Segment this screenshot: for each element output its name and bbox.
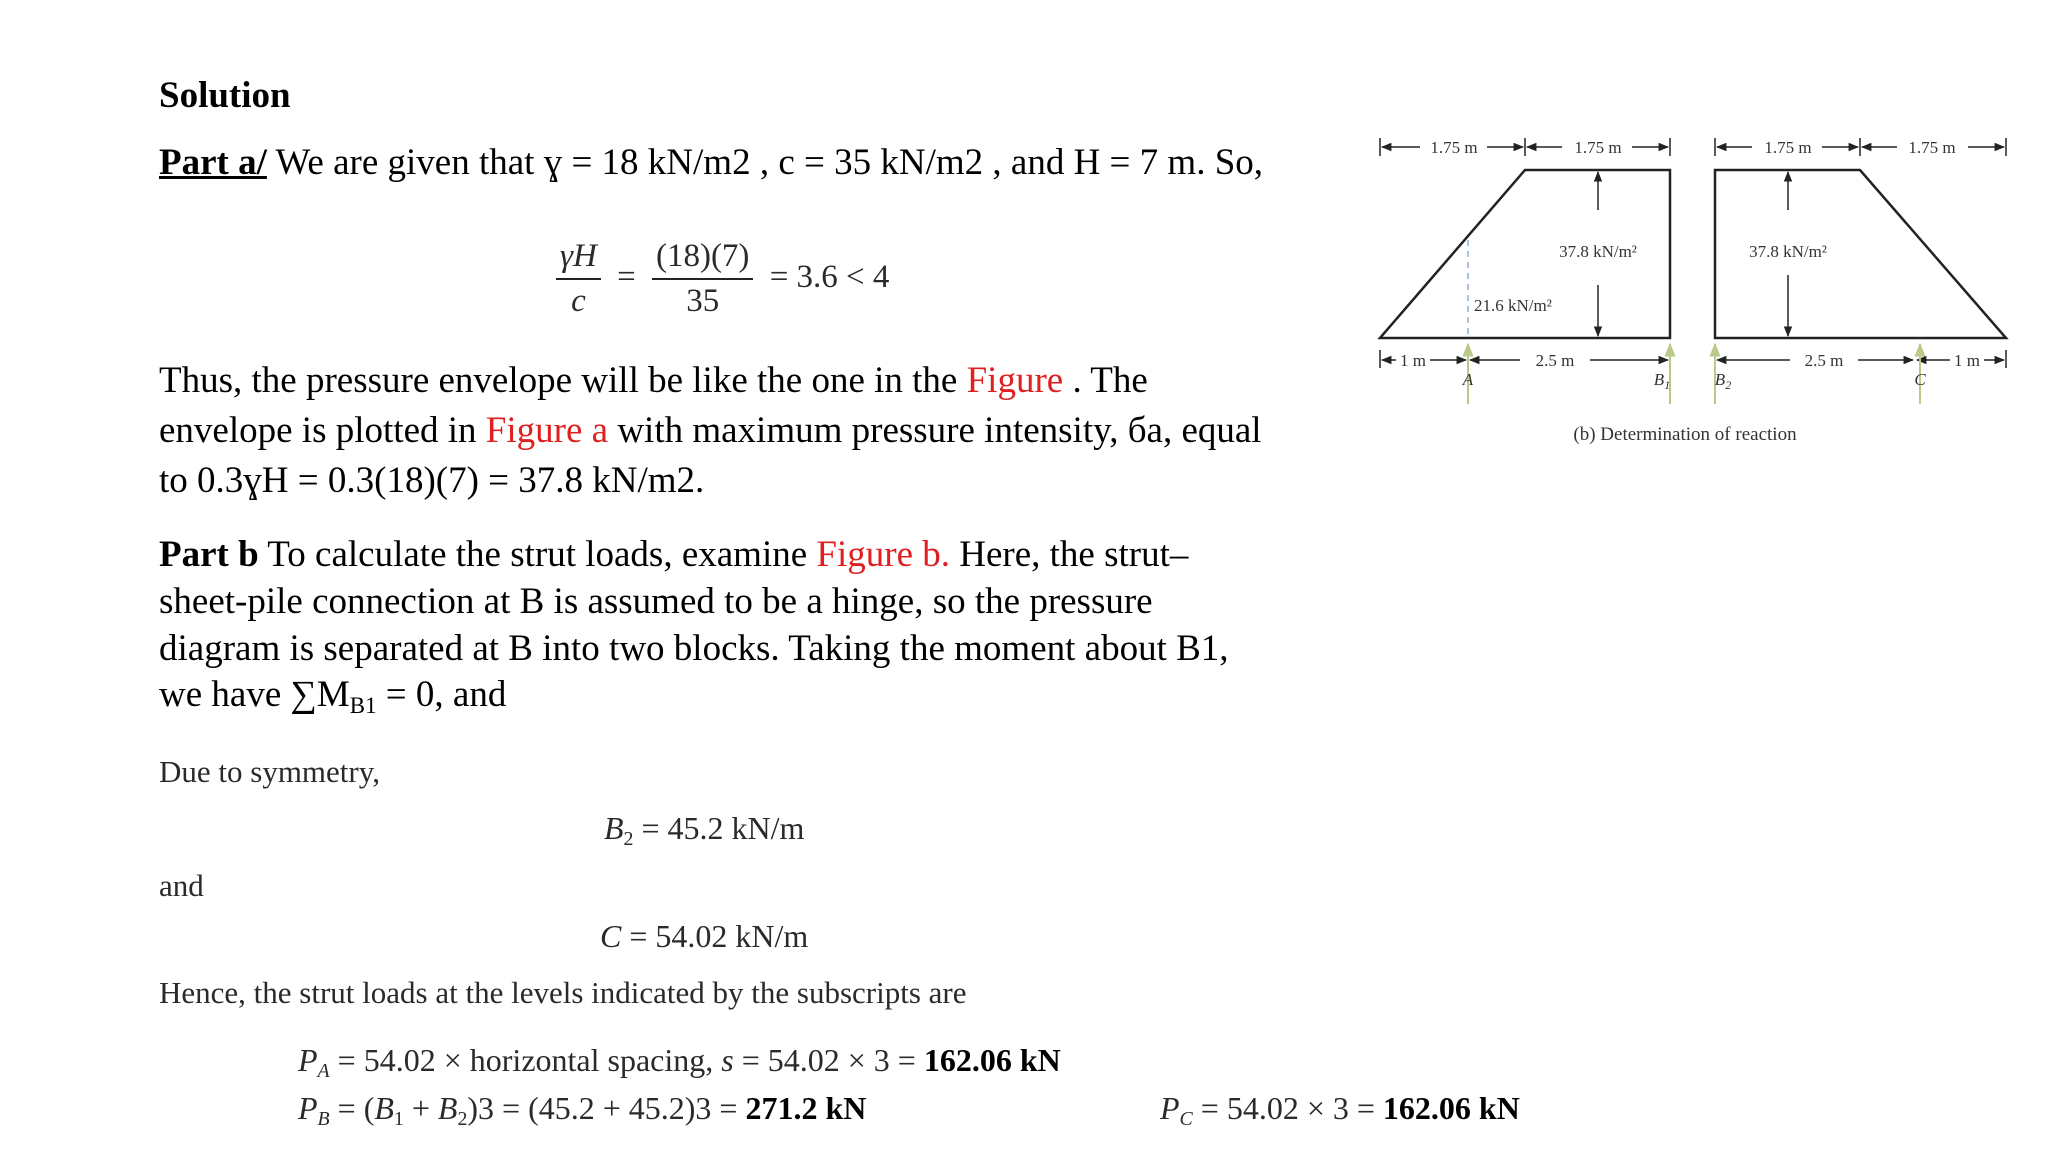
- pressure-envelope-line-2: [159, 409, 1262, 453]
- equation-text: +: [403, 1090, 438, 1126]
- paragraph-text: with maximum pressure intensity, бa, equal: [608, 410, 1262, 451]
- paragraph-text: . The: [1063, 360, 1148, 401]
- subscript: A: [317, 1059, 330, 1082]
- point-b1-label: $B_1$: [1653, 370, 1671, 392]
- fraction-numeric: [652, 238, 753, 320]
- fraction-numeric-numerator: (18)(7): [652, 238, 753, 280]
- variable: P: [1160, 1090, 1180, 1126]
- subscript: 2: [623, 827, 634, 850]
- subscript: C: [1179, 1107, 1193, 1130]
- equation-text: = 54.02 kN/m: [621, 918, 809, 954]
- variable: P: [298, 1042, 318, 1078]
- point-b2-label: $B_2$: [1714, 370, 1732, 392]
- top-dim-label-2: 1.75 m: [1574, 138, 1622, 157]
- equation-text: = 54.02 × horizontal spacing,: [329, 1042, 722, 1078]
- fraction-denominator: c: [571, 283, 586, 319]
- figure-reference: Figure: [966, 360, 1064, 401]
- bottom-dimension-lines: [1380, 350, 2006, 368]
- top-dim-label-1: 1.75 m: [1430, 138, 1478, 157]
- equation-text: = 54.02 × 3 =: [1192, 1090, 1383, 1126]
- figure-caption: (b) Determination of reaction: [1573, 424, 1797, 445]
- pressure-envelope-line-3: to 0.3ɣH = 0.3(18)(7) = 37.8 kN/m2.: [159, 460, 705, 501]
- paragraph-text: Thus, the pressure envelope will be like the one in the: [159, 360, 967, 401]
- part-a-given-text: We are given that ɣ = 18 kN/m2 , c = 35 kN/m2 , and H = 7 m. So,: [266, 142, 1264, 183]
- pressure-label-left: 37.8 kN/m²: [1559, 242, 1637, 261]
- pc-equation: [1160, 1090, 1520, 1131]
- and-text: and: [159, 868, 204, 903]
- equation-text: )3 = (45.2 + 45.2)3 =: [467, 1090, 746, 1126]
- point-c-label: C: [1914, 370, 1926, 389]
- equation-text: = (: [329, 1090, 375, 1126]
- pa-equation: [298, 1042, 1061, 1083]
- paragraph-text: = 0, and: [376, 674, 507, 715]
- stability-number-equation: [556, 238, 889, 320]
- equation-result: = 3.6 < 4: [769, 258, 890, 295]
- paragraph-text: To calculate the strut loads, examine: [258, 534, 817, 575]
- part-b-line-3: diagram is separated at B into two blocks. Taking the moment about B1,: [159, 628, 1229, 669]
- subscript: 1: [393, 1107, 404, 1130]
- paragraph-text: Here, the strut–: [950, 534, 1189, 575]
- result-value: 162.06 kN: [923, 1042, 1061, 1078]
- paragraph-text: we have ∑M: [159, 674, 350, 715]
- part-b-line-1: [159, 533, 1188, 577]
- moment-subscript: B1: [349, 692, 377, 718]
- part-a-label: Part a/: [159, 142, 267, 183]
- variable: B: [437, 1090, 458, 1126]
- variable: P: [298, 1090, 318, 1126]
- bottom-dim-label-2: 2.5 m: [1535, 351, 1575, 370]
- equation-text: = 54.02 × 3 =: [733, 1042, 924, 1078]
- variable: B: [374, 1090, 394, 1126]
- part-b-line-4: [159, 673, 506, 728]
- part-a-paragraph: [159, 141, 1263, 185]
- fraction-numerator: γH: [556, 238, 601, 280]
- equation-text: = 45.2 kN/m: [633, 810, 805, 846]
- solution-heading: Solution: [159, 75, 291, 116]
- figure-b-reference: Figure b.: [816, 534, 951, 575]
- variable: B: [604, 810, 624, 846]
- point-a-label: A: [1462, 370, 1474, 389]
- result-value: 271.2 kN: [745, 1090, 867, 1126]
- subscript: B: [317, 1107, 330, 1130]
- hence-text: Hence, the strut loads at the levels indicated by the subscripts are: [159, 975, 967, 1010]
- symmetry-text: Due to symmetry,: [159, 754, 380, 789]
- subscript: 2: [457, 1107, 468, 1130]
- fraction-numeric-denominator: 35: [686, 283, 720, 319]
- bottom-dim-label-4: 1 m: [1954, 351, 1980, 370]
- b2-equation: [604, 810, 804, 851]
- variable: s: [721, 1042, 734, 1078]
- part-b-line-2: sheet-pile connection at B is assumed to be a hinge, so the pressure: [159, 581, 1153, 622]
- variable: C: [600, 918, 622, 954]
- paragraph-text: envelope is plotted in: [159, 410, 486, 451]
- bottom-dim-label-3: 2.5 m: [1804, 351, 1844, 370]
- reaction-diagram: [1370, 120, 2030, 460]
- top-dim-label-3: 1.75 m: [1764, 138, 1812, 157]
- figure-a-reference: Figure a: [485, 410, 609, 451]
- fraction-gamma-h-over-c: [556, 238, 601, 320]
- top-dim-label-4: 1.75 m: [1908, 138, 1956, 157]
- bottom-dim-label-1: 1 m: [1400, 351, 1426, 370]
- c-equation: [600, 918, 808, 955]
- equals-sign: =: [617, 258, 636, 295]
- pressure-envelope-line-1: [159, 359, 1148, 403]
- result-value: 162.06 kN: [1382, 1090, 1520, 1126]
- part-b-label: Part b: [159, 534, 259, 575]
- pb-equation: [298, 1090, 866, 1131]
- pressure-label-right: 37.8 kN/m²: [1749, 242, 1827, 261]
- pressure-label-mid: 21.6 kN/m²: [1474, 296, 1552, 315]
